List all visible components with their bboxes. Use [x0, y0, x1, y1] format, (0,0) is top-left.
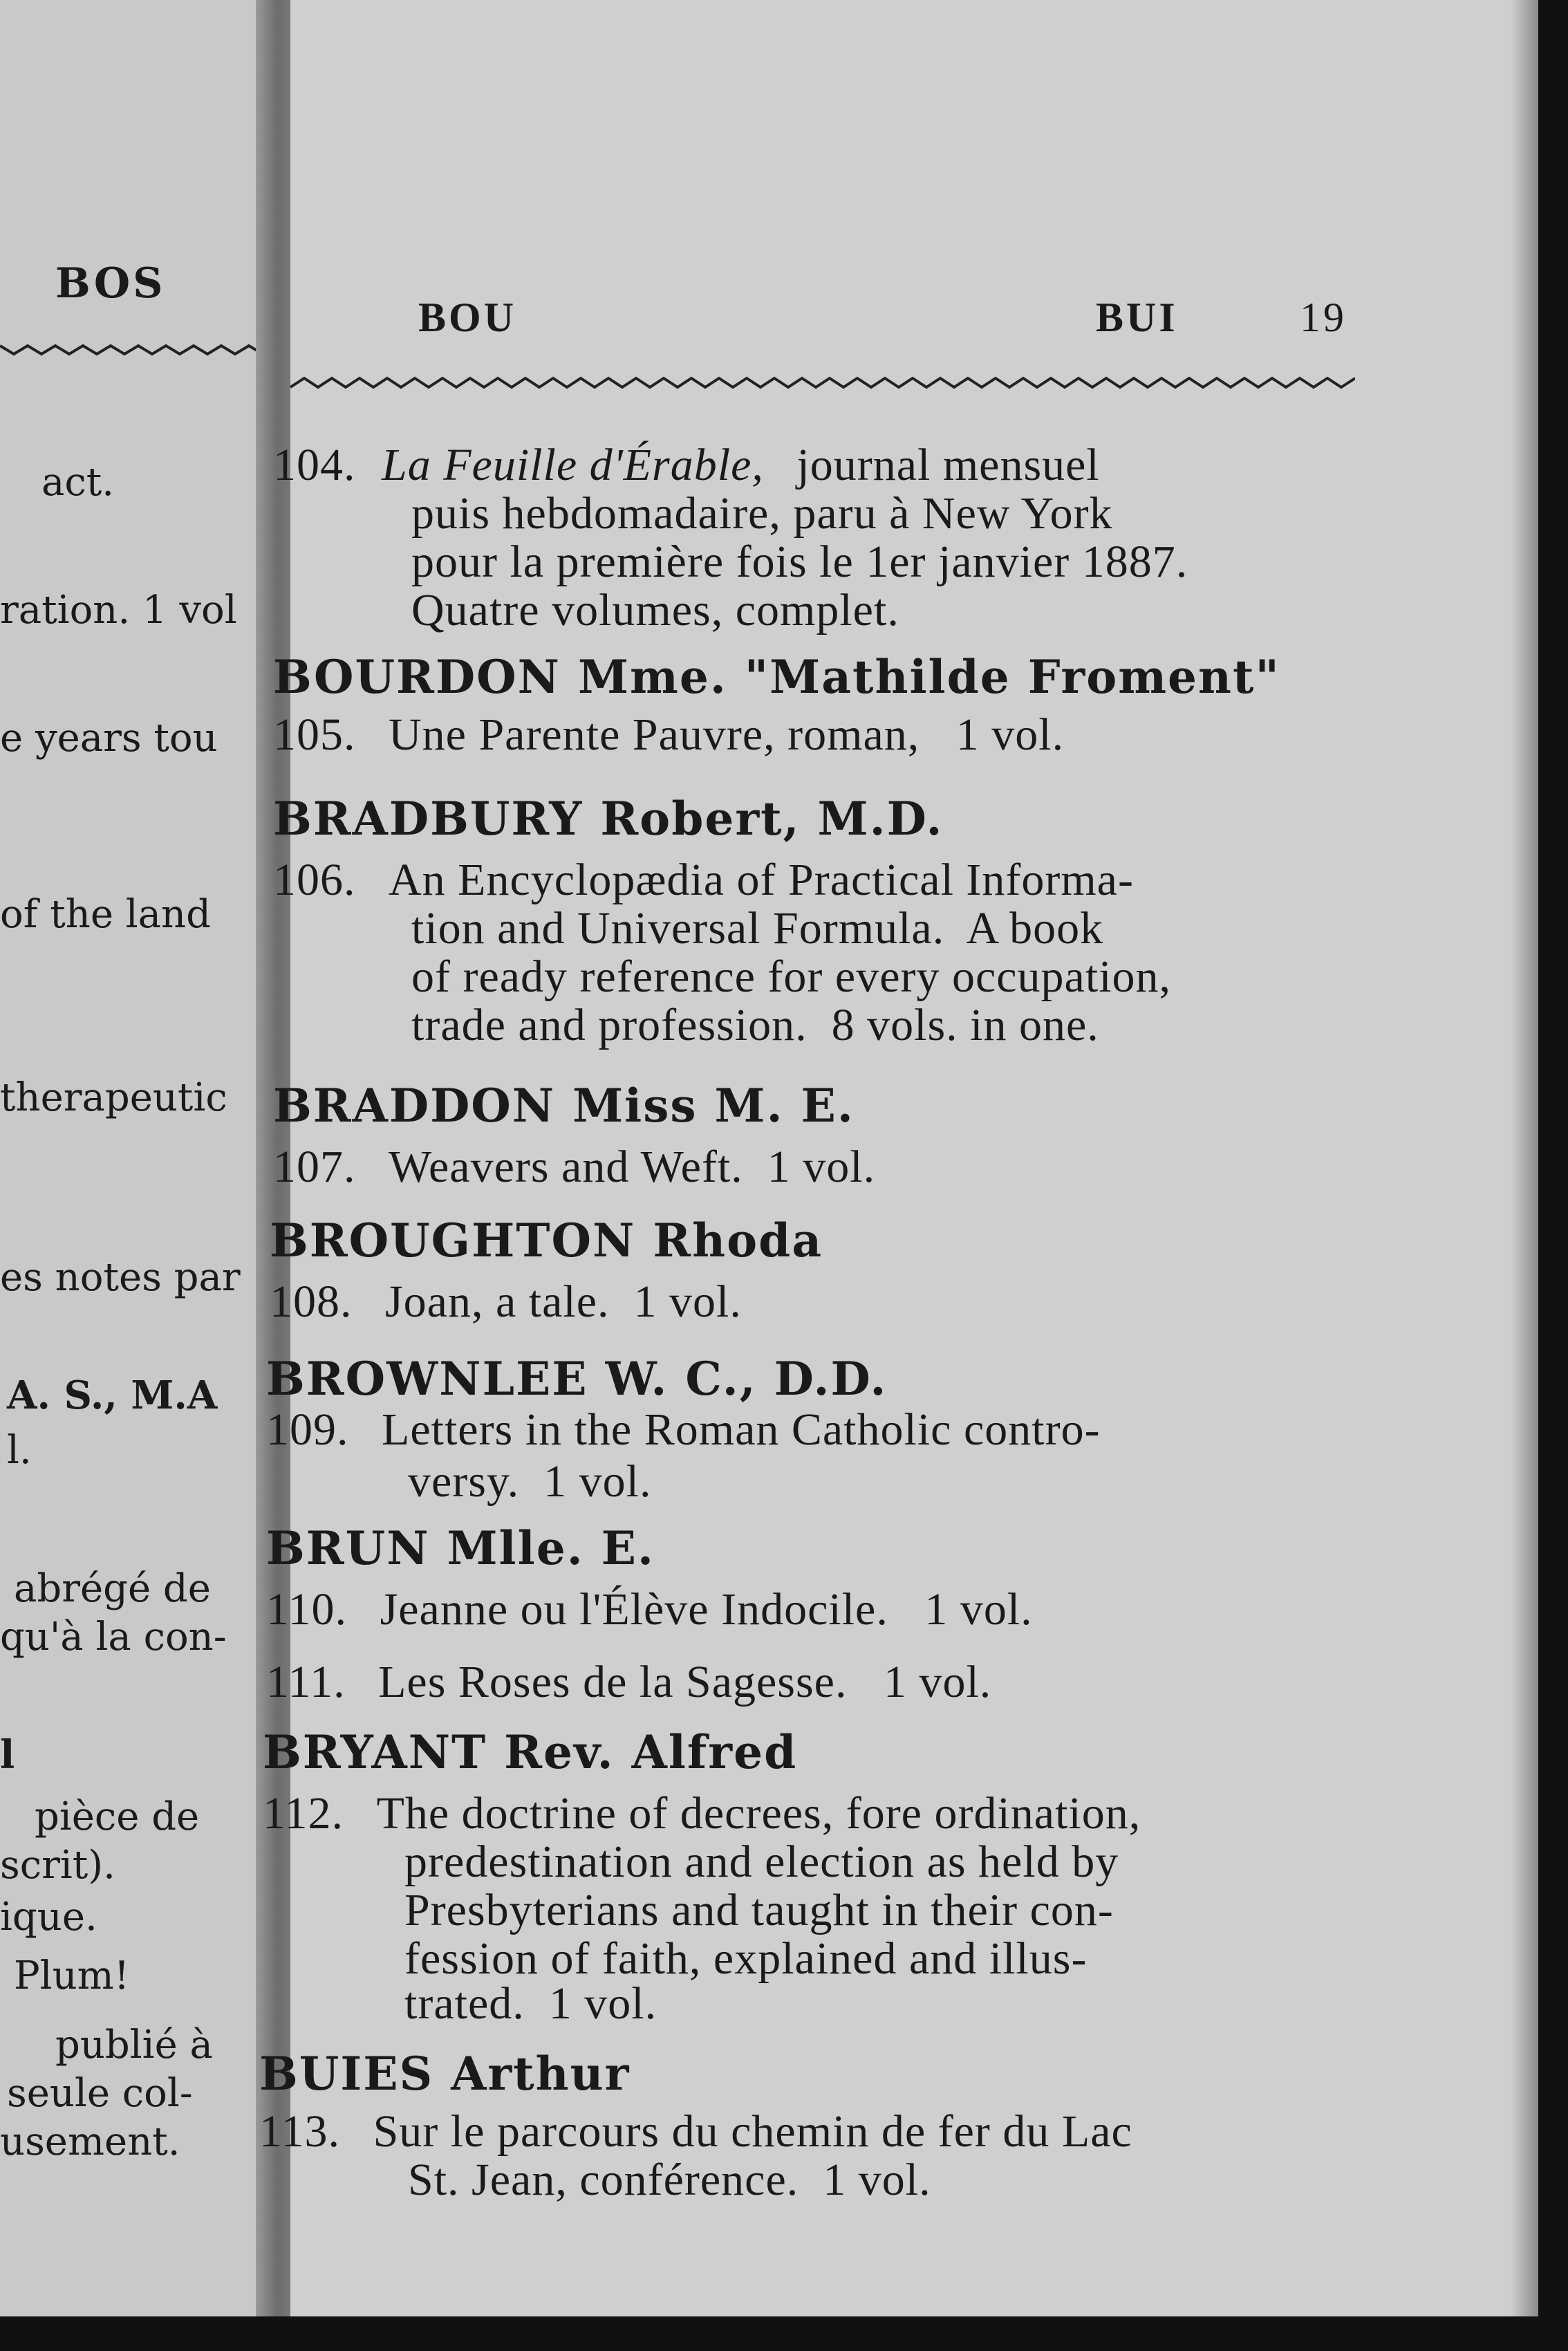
entry-number: 111.: [266, 1657, 346, 1707]
scan-bottom-border: [0, 2316, 1568, 2351]
left-fragment: e years tou: [0, 716, 218, 761]
entry-line: An Encyclopædia of Practical Informa-: [389, 855, 1134, 905]
left-fragment: therapeutic: [0, 1075, 227, 1120]
left-fragment: usement.: [0, 2119, 180, 2164]
entry-number: 110.: [266, 1584, 348, 1635]
entry-line: Letters in the Roman Catholic contro-: [382, 1404, 1101, 1455]
left-fragment: publié à: [55, 2023, 213, 2067]
entry-line: tion and Universal Formula. A book: [411, 903, 1104, 954]
author-heading: BOURDON Mme. "Mathilde Froment": [273, 650, 1280, 704]
entry-line: Les Roses de la Sagesse. 1 vol.: [378, 1657, 992, 1707]
left-fragment: of the land: [0, 892, 211, 937]
left-fragment: qu'à la con-: [0, 1615, 227, 1660]
entry-line: puis hebdomadaire, paru à New York: [411, 488, 1113, 539]
author-heading: BRADBURY Robert, M.D.: [273, 792, 944, 846]
entry-line: Jeanne ou l'Élève Indocile. 1 vol.: [380, 1584, 1033, 1635]
entry-line: Une Parente Pauvre, roman, 1 vol.: [389, 709, 1065, 760]
entry-line: Weavers and Weft. 1 vol.: [389, 1142, 876, 1192]
catalog-entry-110: [266, 1583, 1033, 1636]
left-page-header: BOS: [55, 259, 166, 308]
catalog-entry-107: [273, 1141, 875, 1193]
entry-line: Sur le parcours du chemin de fer du Lac: [373, 2106, 1132, 2157]
left-fragment: ration. 1 vol: [0, 588, 237, 633]
catalog-entry-113: [259, 2106, 1132, 2158]
catalog-entry-111: [266, 1656, 991, 1709]
left-fragment: seule col-: [7, 2071, 193, 2116]
left-header-rule: [0, 339, 283, 360]
entry-line: St. Jean, conférence. 1 vol.: [408, 2155, 931, 2205]
header-rule: [290, 370, 1355, 398]
entry-number: 107.: [273, 1142, 356, 1192]
left-fragment: l: [0, 1732, 15, 1778]
entry-line: fession of faith, explained and illus-: [404, 1933, 1088, 1984]
entry-line: predestination and election as held by: [404, 1837, 1119, 1887]
catalog-entry-112: [263, 1787, 1141, 1840]
catalog-entry-105: [273, 709, 1064, 761]
entry-number: 112.: [263, 1788, 344, 1839]
author-heading: BRADDON Miss M. E.: [273, 1079, 855, 1133]
author-heading: BUIES Arthur: [259, 2047, 631, 2101]
entry-number: 105.: [273, 709, 356, 760]
entry-line: journal mensuel: [796, 440, 1100, 490]
entry-line: Quatre volumes, complet.: [411, 585, 899, 635]
left-fragment: pièce de: [35, 1794, 200, 1839]
author-heading: BROWNLEE W. C., D.D.: [266, 1352, 888, 1406]
catalog-entry-106: [273, 854, 1134, 907]
entry-line: The doctrine of decrees, fore ordination,: [376, 1788, 1141, 1839]
entry-number: 108.: [270, 1276, 353, 1327]
left-fragment: scrit).: [0, 1843, 115, 1888]
running-head-right: BUI: [1096, 295, 1178, 340]
left-fragment: ique.: [0, 1895, 97, 1940]
author-heading: BRUN Mlle. E.: [266, 1521, 655, 1575]
entry-title: La Feuille d'Érable,: [382, 440, 764, 490]
entry-line: Presbyterians and taught in their con-: [404, 1885, 1114, 1935]
author-heading: BROUGHTON Rhoda: [270, 1214, 823, 1267]
entry-line: trade and profession. 8 vols. in one.: [411, 1000, 1099, 1050]
entry-line: trated. 1 vol.: [404, 1978, 657, 2029]
author-heading: BRYANT Rev. Alfred: [263, 1725, 798, 1779]
left-fragment: es notes par: [0, 1255, 241, 1300]
entry-line: Joan, a tale. 1 vol.: [385, 1276, 742, 1327]
entry-number: 106.: [273, 855, 356, 905]
left-page: [0, 0, 283, 2316]
entry-number: 113.: [259, 2106, 341, 2157]
page-edge-shadow: [1511, 0, 1538, 2316]
catalog-entry-104: [273, 439, 1100, 492]
left-fragment: A. S., M.A: [7, 1373, 218, 1418]
left-fragment: l.: [7, 1428, 32, 1473]
left-fragment: Plum!: [14, 1953, 130, 1998]
entry-number: 104.: [273, 440, 356, 490]
page-number: 19: [1300, 295, 1347, 340]
entry-line: of ready reference for every occupation,: [411, 951, 1172, 1002]
catalog-entry-109: [266, 1404, 1101, 1456]
entry-line: versy. 1 vol.: [408, 1456, 652, 1507]
left-fragment: abrégé de: [14, 1566, 211, 1611]
entry-line: pour la première fois le 1er janvier 1887.: [411, 537, 1188, 587]
catalog-entry-108: [270, 1276, 742, 1328]
entry-number: 109.: [266, 1404, 349, 1455]
running-head-center: BOU: [418, 295, 517, 340]
left-fragment: act.: [41, 460, 115, 505]
